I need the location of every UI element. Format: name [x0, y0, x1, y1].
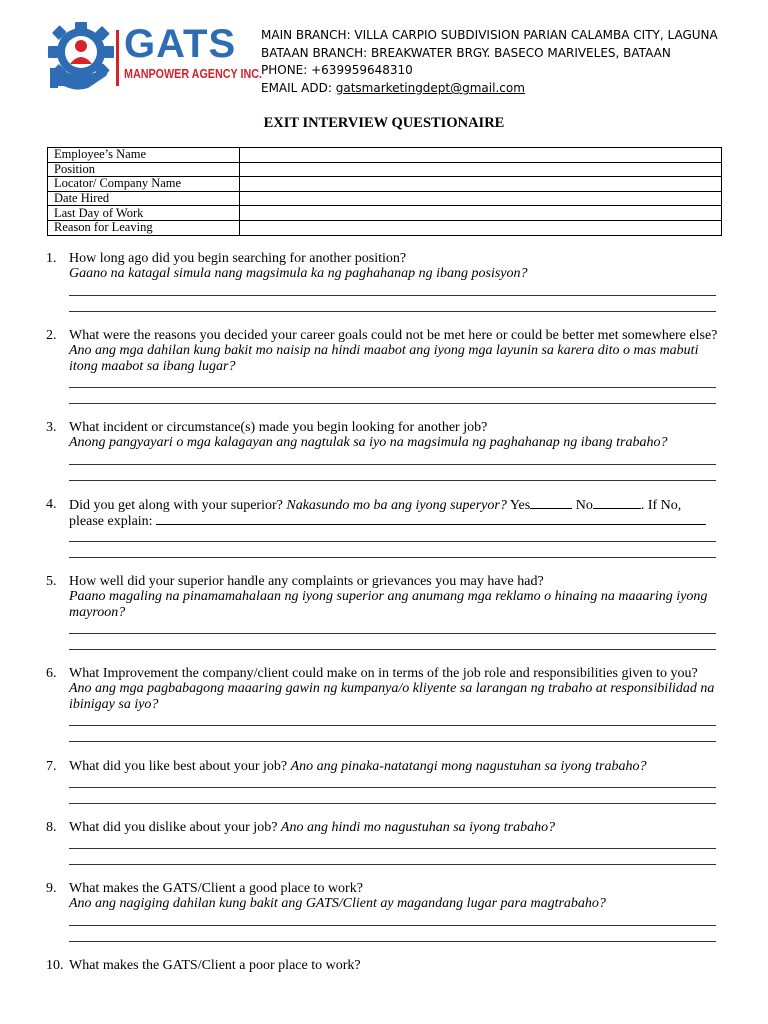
yes-label: Yes	[509, 498, 531, 513]
question-english: What were the reasons you decided your career goals could not be met here or could be better met somewhere else?	[69, 328, 718, 343]
explain-blank[interactable]	[156, 513, 706, 525]
question-number: 1.	[46, 251, 57, 266]
question-english: Did you get along with your superior?	[69, 498, 283, 513]
contact-block	[261, 27, 718, 98]
email-link[interactable]: gatsmarketingdept@gmail.com	[335, 81, 525, 96]
question-tagalog: Ano ang hindi mo nagustuhan sa iyong trabaho?	[280, 820, 556, 835]
info-label: Reason for Leaving	[48, 220, 240, 235]
answer-line[interactable]	[69, 541, 716, 542]
table-row	[48, 177, 722, 192]
question-number: 6.	[46, 666, 57, 681]
info-label: Last Day of Work	[48, 206, 240, 221]
question-number: 5.	[46, 574, 57, 589]
answer-line[interactable]	[69, 864, 716, 865]
question-english: How well did your superior handle any complaints or grievances you may have had?	[69, 574, 544, 589]
date-hired-field[interactable]	[240, 191, 722, 206]
yes-blank[interactable]	[530, 497, 572, 509]
question-tagalog: Nakasundo mo ba ang iyong superyor?	[286, 498, 507, 513]
question-number: 8.	[46, 820, 57, 835]
main-branch-address: MAIN BRANCH: VILLA CARPIO SUBDIVISION PARIAN CALAMBA CITY, LAGUNA	[261, 28, 718, 42]
answer-line[interactable]	[69, 387, 716, 388]
answer-line[interactable]	[69, 741, 716, 742]
info-label: Employee’s Name	[48, 148, 240, 163]
table-row	[48, 220, 722, 235]
brand-subtitle: MANPOWER AGENCY INC.	[124, 67, 262, 81]
question-english: How long ago did you begin searching for another position?	[69, 251, 407, 266]
question-english: What did you like best about your job?	[69, 759, 288, 774]
question-text	[69, 251, 719, 282]
answer-line[interactable]	[69, 649, 716, 650]
answer-line[interactable]	[69, 803, 716, 804]
gear-person-logo-icon	[44, 20, 124, 94]
answer-line[interactable]	[69, 725, 716, 726]
question-tagalog: Ano ang nagiging dahilan kung bakit ang GATS/Client ay magandang lugar para magtrabaho?	[69, 896, 606, 912]
answer-line[interactable]	[69, 848, 716, 849]
question-english: What makes the GATS/Client a poor place to work?	[69, 958, 361, 973]
no-blank[interactable]	[593, 497, 641, 509]
question-english: What incident or circumstance(s) made you begin looking for another job?	[69, 420, 488, 435]
answer-line[interactable]	[69, 787, 716, 788]
question-text	[69, 420, 719, 451]
question-english: What did you dislike about your job?	[69, 820, 278, 835]
logo-divider	[116, 30, 120, 86]
bataan-branch-address: BATAAN BRANCH: BREAKWATER BRGY. BASECO MARIVELES, BATAAN	[261, 45, 671, 60]
answer-line[interactable]	[69, 480, 716, 481]
question-tagalog: Gaano na katagal simula nang magsimula ka ng paghahanap ng ibang posisyon?	[69, 266, 528, 282]
company-name-field[interactable]	[240, 177, 722, 192]
answer-line[interactable]	[69, 557, 716, 558]
question-english: What Improvement the company/client could make on in terms of the job role and responsibilities given to you?	[69, 666, 698, 681]
reason-field[interactable]	[240, 220, 722, 235]
question-text	[69, 759, 719, 774]
employee-name-field[interactable]	[240, 148, 722, 163]
question-text	[69, 497, 719, 530]
question-text	[69, 881, 719, 912]
question-text	[69, 666, 719, 712]
question-text	[69, 820, 719, 835]
question-text	[69, 574, 719, 620]
question-tagalog: Ano ang mga pagbabagong maaaring gawin ng kumpanya/o kliyente sa larangan ng trabaho at responsibilidad na ibinigay sa iyo?	[69, 681, 715, 712]
table-row	[48, 148, 722, 163]
answer-line[interactable]	[69, 633, 716, 634]
question-number: 2.	[46, 328, 57, 343]
info-label: Locator/ Company Name	[48, 177, 240, 192]
document-title: EXIT INTERVIEW QUESTIONAIRE	[263, 115, 505, 131]
if-no-explain-label: . If No, please explain:	[69, 498, 682, 530]
question-text	[69, 958, 719, 973]
answer-line[interactable]	[69, 295, 716, 296]
question-tagalog: Anong pangyayari o mga kalagayan ang nagtulak sa iyo na magsimula ng paghahanap ng ibang trabaho?	[69, 435, 668, 451]
question-text	[69, 328, 719, 374]
question-number: 3.	[46, 420, 57, 435]
question-tagalog: Ano ang mga dahilan kung bakit mo naisip na hindi maabot ang iyong mga layunin sa karera dito o mas mabuti itong maabot sa ibang lugar?	[69, 343, 699, 374]
position-field[interactable]	[240, 162, 722, 177]
question-tagalog: Ano ang pinaka-natatangi mong nagustuhan sa iyong trabaho?	[290, 759, 647, 774]
question-number: 10.	[46, 958, 64, 973]
phone-number: PHONE: +639959648310	[261, 63, 413, 78]
brand-name: GATS	[124, 22, 237, 66]
email-row	[261, 80, 718, 98]
email-label: EMAIL ADD:	[261, 81, 336, 96]
last-day-field[interactable]	[240, 206, 722, 221]
answer-line[interactable]	[69, 311, 716, 312]
employee-info-table	[47, 147, 722, 236]
answer-line[interactable]	[69, 464, 716, 465]
question-number: 7.	[46, 759, 57, 774]
table-row	[48, 206, 722, 221]
question-english: What makes the GATS/Client a good place to work?	[69, 881, 363, 896]
answer-line[interactable]	[69, 403, 716, 404]
info-label: Date Hired	[48, 191, 240, 206]
no-label: No	[575, 498, 593, 513]
question-number: 9.	[46, 881, 57, 896]
table-row	[48, 162, 722, 177]
info-label: Position	[48, 162, 240, 177]
table-row	[48, 191, 722, 206]
answer-line[interactable]	[69, 925, 716, 926]
question-number: 4.	[46, 497, 57, 512]
question-tagalog: Paano magaling na pinamamahalaan ng iyong superior ang anumang mga reklamo o hinaing na maaaring iyong mayroon?	[69, 589, 708, 620]
answer-line[interactable]	[69, 941, 716, 942]
